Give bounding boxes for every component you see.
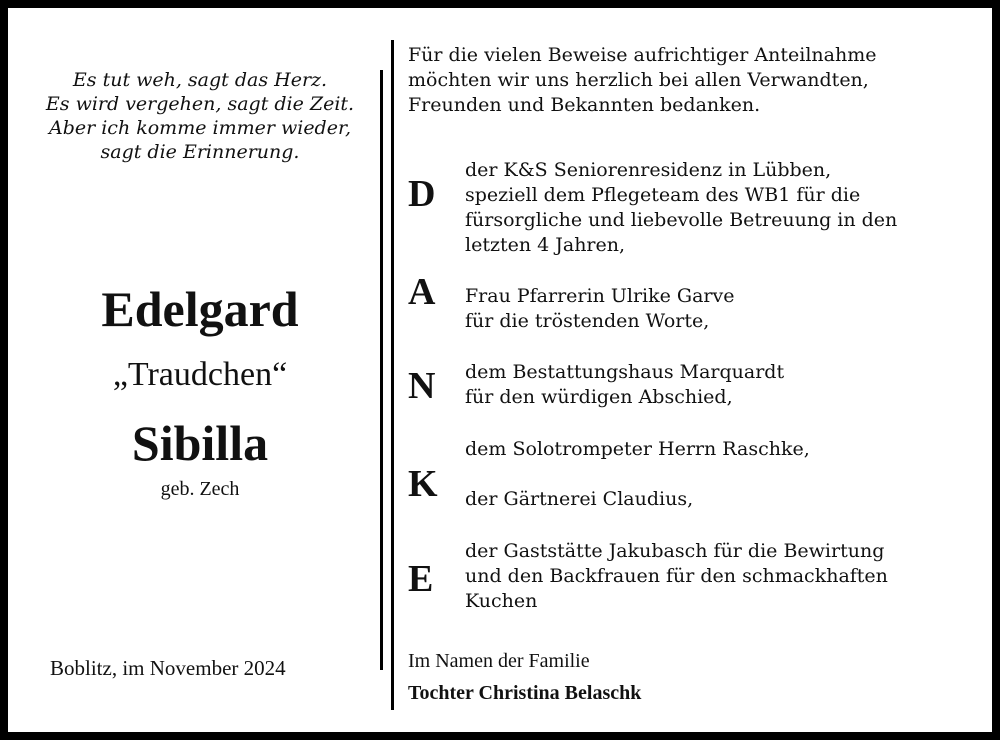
thanks-line: Kuchen: [465, 590, 538, 612]
thanks-item: [465, 539, 888, 614]
quote-line: Es tut weh, sagt das Herz.: [72, 69, 328, 91]
danke-letter: D: [408, 173, 436, 215]
first-name: Edelgard: [101, 281, 299, 337]
intro-line: Für die vielen Beweise aufrichtiger Anteilnahme: [408, 44, 877, 66]
thanks-line: der Gaststätte Jakubasch für die Bewirtung: [465, 540, 885, 562]
intro-line: möchten wir uns herzlich bei allen Verwandten,: [408, 69, 869, 91]
danke-letter: A: [408, 271, 436, 313]
obituary-notice: [8, 8, 992, 732]
divider-line: [380, 70, 383, 670]
thanks-item: [465, 360, 784, 410]
quote-line: Es wird vergehen, sagt die Zeit.: [45, 93, 355, 115]
thanks-line: speziell dem Pflegeteam des WB1 für die: [465, 184, 861, 206]
birth-name: geb. Zech: [160, 478, 240, 500]
signature-intro: Im Namen der Familie: [408, 650, 590, 672]
quote-line: sagt die Erinnerung.: [100, 141, 300, 163]
thanks-item: [465, 158, 897, 258]
thanks-line: der Gärtnerei Claudius,: [465, 488, 694, 510]
thanks-line: für den würdigen Abschied,: [465, 386, 733, 408]
nickname: „Traudchen“: [112, 356, 288, 393]
danke-letter: K: [408, 463, 438, 505]
signature-name: Tochter Christina Belaschk: [408, 682, 642, 704]
quote-line: Aber ich komme immer wieder,: [48, 117, 351, 139]
thanks-line: letzten 4 Jahren,: [465, 234, 626, 256]
danke-letter: E: [408, 558, 434, 600]
thanks-line: für die tröstenden Worte,: [465, 310, 710, 332]
thanks-line: der K&S Seniorenresidenz in Lübben,: [465, 159, 832, 181]
intro-line: Freunden und Bekannten bedanken.: [408, 94, 761, 116]
divider-line: [391, 40, 394, 710]
thanks-item: [465, 284, 734, 334]
thanks-line: fürsorgliche und liebevolle Betreuung in den: [465, 209, 898, 231]
quote: [8, 68, 392, 164]
surname: Sibilla: [131, 415, 269, 471]
thanks-line: Frau Pfarrerin Ulrike Garve: [465, 285, 735, 307]
thanks-line: dem Bestattungshaus Marquardt: [465, 361, 785, 383]
thanks-line: und den Backfrauen für den schmackhaften: [465, 565, 888, 587]
intro-text: [408, 43, 876, 118]
danke-letter: N: [408, 365, 436, 407]
place-date: Boblitz, im November 2024: [50, 656, 286, 680]
thanks-line: dem Solotrompeter Herrn Raschke,: [465, 438, 810, 460]
